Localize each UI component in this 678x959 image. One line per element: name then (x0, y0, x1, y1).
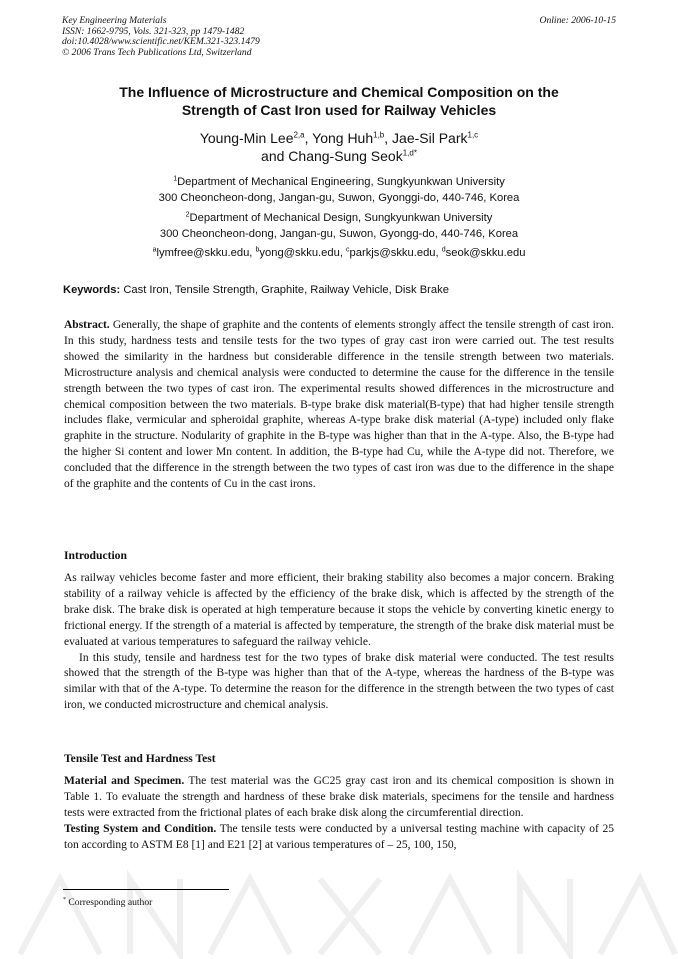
journal-name: Key Engineering Materials (62, 15, 167, 26)
doi-line: doi:10.4028/www.scientific.net/KEM.321-323.1479 (62, 36, 260, 48)
author-affiliation-mark: 1,d* (402, 148, 417, 158)
affiliation-2 (62, 211, 616, 242)
authors-line-1: Young-Min Lee$^{2,a}$, Yong Huh$^{1,b}$, Jae-Sil Park$^{1,c}$ (199, 130, 479, 146)
email-mark: d (441, 246, 446, 254)
abstract-text: Generally, the shape of graphite and the contents of elements strongly affect the tensile strength of cast iron. In this study, hardness tests and tensile tests for the two types of gray cast iron were carried out. The test results showed the similarity in the hardness but considerable difference in the tensile strength between two materials. Microstructure analysis and chemical analysis were conducted to determine the cause for the difference in the tensile strength between the two types of cast iron. The experimental results showed differences in the microstructure and chemical composition between the two materials. B-type brake disk material(B-type) that had higher tensile strength includes flake, vermicular and spheroidal graphite, whereas A-type brake disk material (A-type) included only flake graphite in the structure. Nodularity of graphite in the B-type was higher than that in the A-type. Also, the B-type had the higher Si content and lower Mn content. In addition, the B-type had Cu, while the A-type did not. Therefore, we concluded that the difference in the strength between the two types of cast iron was due to the difference in the shape of the graphite and the contents of Cu in the cast irons. (64, 319, 614, 491)
email-mark: b (255, 246, 260, 254)
email-link[interactable]: yong@skku.edu (259, 247, 340, 259)
email-mark: c (346, 246, 350, 254)
paragraph: In this study, tensile and hardness test for the two types of brake disk material were conducted. The test results showed that the strength of the B-type was higher than that of the A-type, whereas the hardness of the B-type was similar with that of the A-type. To determine the reason for the difference in the strength between the two types of cast iron, we conducted microstructure and chemical analysis. (64, 651, 614, 712)
running-header (62, 16, 616, 58)
authors-line-2 (62, 147, 616, 165)
background-watermark (0, 869, 678, 959)
online-date: Online: 2006-10-15 (539, 15, 616, 26)
author-affiliation-mark: 2,a (293, 130, 305, 140)
affiliation-1-line-1 (62, 175, 616, 191)
author-conjunction: and (261, 148, 289, 164)
email-link[interactable]: parkjs@skku.edu (349, 247, 436, 259)
introduction-body (64, 571, 614, 714)
issn-line: ISSN: 1662-9795, Vols. 321-323, pp 1479-1482 (62, 25, 245, 37)
copyright-line: © 2006 Trans Tech Publications Ltd, Switzerland (62, 46, 252, 58)
email-mark: a (152, 246, 157, 254)
title-line-2: Strength of Cast Iron used for Railway Vehicles (181, 102, 497, 118)
author-name: Young-Min Lee (199, 130, 294, 146)
keywords-label: Keywords: (63, 284, 121, 296)
paragraph (64, 822, 614, 854)
author-affiliation-mark: 1,b (373, 130, 385, 140)
author-list (62, 129, 616, 165)
paragraph-text: The tensile tests were conducted by a universal testing machine with capacity of 25 ton according to ASTM E8 [1] and E21 [2] at various temperatures of – 25, 100, 150, (64, 822, 614, 851)
affiliation-text: Department of Mechanical Design, Sungkyunkwan University (189, 212, 493, 224)
affiliation-number: 1 (173, 175, 178, 183)
author-affiliation-mark: 1,c (467, 130, 479, 140)
paragraph-text: The test material was the GC25 gray cast iron and its chemical composition is shown in Table 1. To evaluate the strength and hardness of these brake disk materials, specimens for the tensile and hardness tests were extracted from the frictional plates of each brake disk along the circumferential direction. (64, 775, 614, 819)
footnote-text: Corresponding author (68, 897, 153, 909)
tensile-test-body (64, 774, 614, 854)
email-link[interactable]: seok@skku.edu (445, 247, 526, 259)
footnote-mark: * (63, 897, 66, 903)
abstract-label: Abstract. (64, 319, 110, 331)
author-name: Jae-Sil Park (392, 130, 468, 146)
abstract (64, 318, 614, 493)
keywords (63, 284, 615, 296)
email-link[interactable]: lymfree@skku.edu (156, 247, 250, 259)
affiliation-2-line-1 (62, 211, 616, 227)
subsection-label: Material and Specimen. (64, 775, 185, 787)
affiliation-text: Department of Mechanical Engineering, Sungkyunkwan University (177, 176, 505, 188)
paragraph (64, 774, 614, 822)
title-line-1: The Influence of Microstructure and Chemical Composition on the (119, 84, 559, 100)
keywords-text: Cast Iron, Tensile Strength, Graphite, Railway Vehicle, Disk Brake (123, 284, 449, 296)
email-list: $^a$lymfree@skku.edu, $^b$yong@skku.edu, $^c$parkjs@skku.edu, $^d$seok@skku.edu (152, 246, 526, 259)
affiliation-1 (62, 175, 616, 206)
paper-title (62, 83, 616, 119)
section-heading-tensile-test: Tensile Test and Hardness Test (64, 752, 216, 765)
affiliation-address: 300 Cheoncheon-dong, Jangan-gu, Suwon, Gyonggi-do, 440-746, Korea (158, 191, 520, 204)
affiliation-address: 300 Cheoncheon-dong, Jangan-gu, Suwon, Gyongg-do, 440-746, Korea (159, 227, 519, 240)
affiliation-number: 2 (185, 211, 190, 219)
author-name: Yong Huh (312, 130, 374, 146)
section-heading-introduction: Introduction (64, 549, 127, 562)
subsection-label: Testing System and Condition. (64, 822, 217, 835)
paragraph: As railway vehicles become faster and more efficient, their braking stability also becomes a major concern. Braking stability of a railway vehicle is affected by the efficiency of the brake disk, which is affected by the strength of the brake disk. The brake disk is operated at high temperature because it stops the vehicle by converting kinetic energy to frictional energy. If the strength of a material is affected by temperature, the strength of the brake disk material must be evaluated at various temperatures to safeguard the railway vehicle. (64, 572, 614, 648)
author-name: Chang-Sung Seok (288, 148, 403, 164)
